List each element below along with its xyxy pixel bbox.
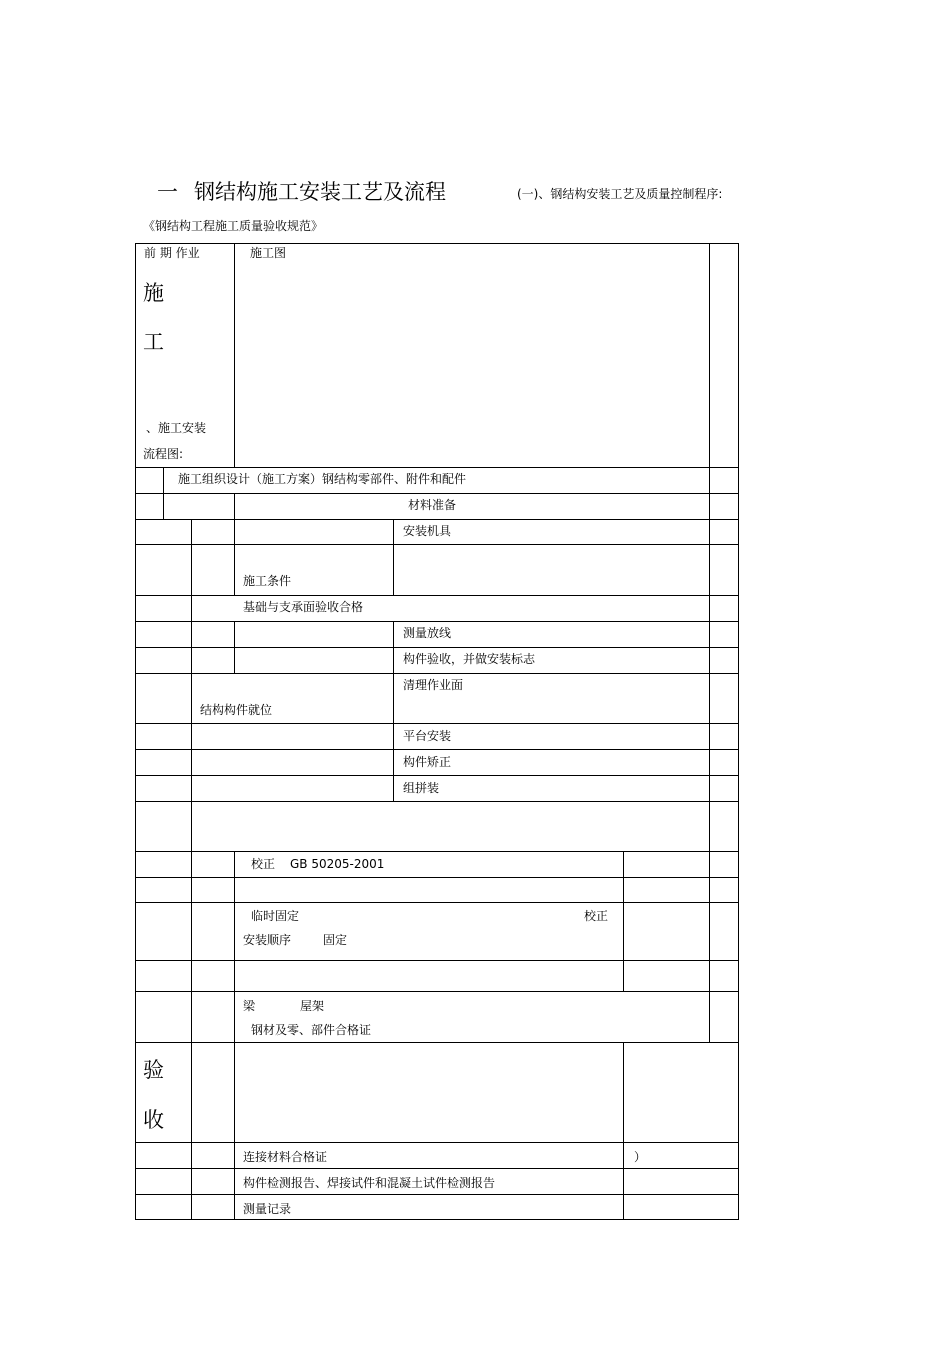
correction-label: 校正	[251, 857, 276, 871]
title-number: 一	[157, 180, 178, 204]
reference-standard: 《钢结构工程施工质量验收规范》	[143, 219, 324, 233]
large-char-shou: 收	[143, 1108, 164, 1132]
machinery-label: 安装机具	[403, 524, 452, 538]
large-char-shi: 施	[143, 281, 164, 305]
installation-label: 、施工安装	[146, 421, 207, 435]
connect-cert-label: 连接材料合格证	[243, 1150, 328, 1164]
subtitle: (一)、钢结构安装工艺及质量控制程序:	[517, 187, 723, 201]
component-check-label: 构件验收，并做安装标志	[403, 652, 536, 666]
positioning-label: 结构构件就位	[200, 703, 273, 717]
foundation-label: 基础与支承面验收合格	[243, 600, 364, 614]
materials-label: 材料准备	[408, 498, 457, 512]
construction-drawing-label: 施工图	[250, 246, 287, 260]
straighten-label: 构件矫正	[403, 755, 452, 769]
assemble-label: 组拼装	[403, 781, 440, 795]
preliminary-work-label: 前 期 作业	[144, 246, 200, 260]
sequence-label: 安装顺序	[243, 933, 292, 947]
page-title: 钢结构施工安装工艺及流程	[194, 180, 446, 204]
survey-label: 测量放线	[403, 626, 452, 640]
temp-fix-label: 临时固定	[251, 909, 300, 923]
correction-label-2: 校正	[584, 909, 609, 923]
closing-paren: ）	[634, 1150, 647, 1164]
standard-code: GB 50205-2001	[290, 857, 385, 871]
conditions-label: 施工条件	[243, 574, 292, 588]
design-label: 施工组织设计（施工方案）钢结构零部件、附件和配件	[178, 472, 467, 486]
fixing-label: 固定	[323, 933, 348, 947]
large-char-yan: 验	[143, 1058, 164, 1082]
survey-record-label: 测量记录	[243, 1202, 292, 1216]
large-char-gong: 工	[143, 330, 164, 354]
truss-label: 屋架	[300, 999, 325, 1013]
platform-label: 平台安装	[403, 729, 452, 743]
flowchart-label: 流程图:	[143, 447, 184, 461]
beam-label: 梁	[243, 999, 256, 1013]
steel-cert-label: 钢材及零、部件合格证	[251, 1023, 372, 1037]
clean-area-label: 清理作业面	[403, 678, 464, 692]
test-report-label: 构件检测报告、焊接试件和混凝土试件检测报告	[243, 1176, 496, 1190]
